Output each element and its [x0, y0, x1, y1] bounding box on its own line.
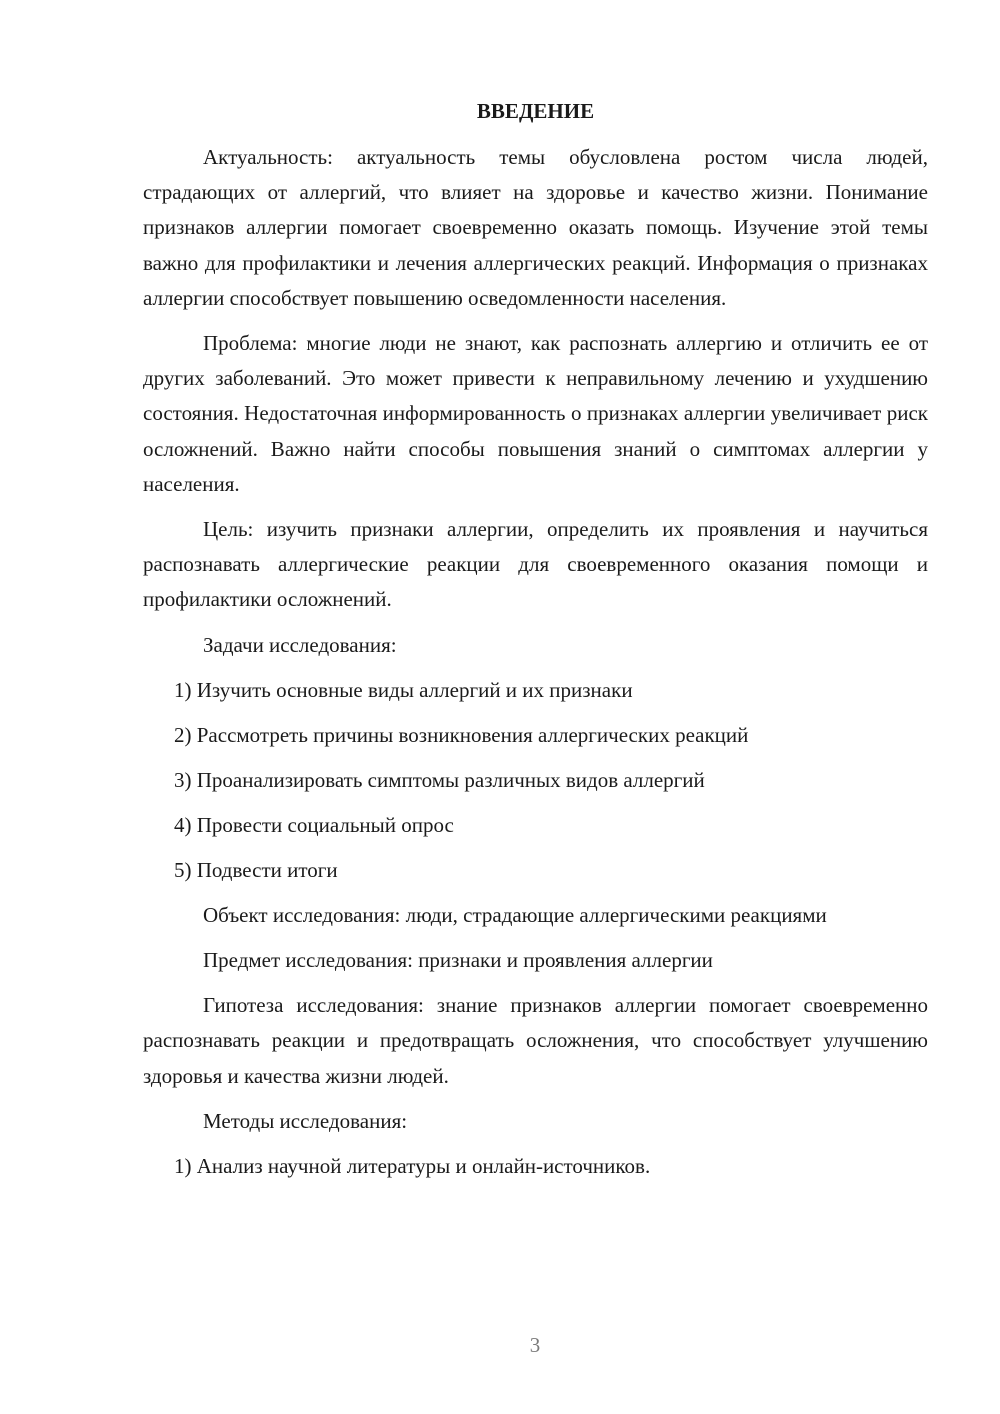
page-heading: ВВЕДЕНИЕ — [476, 99, 595, 123]
task-item-1: 1) Изучить основные виды аллергий и их признаки — [174, 677, 633, 702]
task-item-2: 2) Рассмотреть причины возникновения аллергических реакций — [174, 722, 749, 747]
page-number: 3 — [529, 1333, 541, 1357]
tasks-list — [143, 673, 928, 888]
tasks-title: Задачи исследования: — [203, 632, 397, 657]
paragraph-goal: Цель: изучить признаки аллергии, определить их проявления и научиться распознавать аллергические реакции для своевременного оказания помощи и профилактики осложнений. — [143, 517, 928, 612]
methods-list — [143, 1149, 928, 1184]
paragraph-problem: Проблема: многие люди не знают, как распознать аллергию и отличить ее от других заболеваний. Это может привести к неправильному лечению и ухудшению состояния. Недостаточная информированность о признаках аллергии увеличивает риск осложнений. Важно найти способы повышения знаний о симптомах аллергии у населения. — [143, 331, 928, 496]
task-item-4: 4) Провести социальный опрос — [174, 812, 454, 837]
paragraph-relevance: Актуальность: актуальность темы обусловлена ростом числа людей, страдающих от аллергий, что влияет на здоровье и качество жизни. Понимание признаков аллергии помогает своевременно оказать помощь. Изучение этой темы важно для профилактики и лечения аллергических реакций. Информация о признаках аллергии способствует повышению осведомленности населения. — [143, 145, 928, 310]
paragraph-object: Объект исследования: люди, страдающие аллергическими реакциями — [203, 902, 827, 927]
methods-title: Методы исследования: — [203, 1108, 408, 1133]
paragraph-hypothesis: Гипотеза исследования: знание признаков аллергии помогает своевременно распознавать реакции и предотвращать осложнения, что способствует улучшению здоровья и качества жизни людей. — [143, 993, 928, 1088]
method-item-1: 1) Анализ научной литературы и онлайн-источников. — [174, 1154, 651, 1179]
paragraph-subject: Предмет исследования: признаки и проявления аллергии — [203, 948, 713, 973]
task-item-5: 5) Подвести итоги — [174, 857, 338, 882]
task-item-3: 3) Проанализировать симптомы различных видов аллергий — [174, 767, 705, 792]
document-body — [143, 140, 928, 1194]
